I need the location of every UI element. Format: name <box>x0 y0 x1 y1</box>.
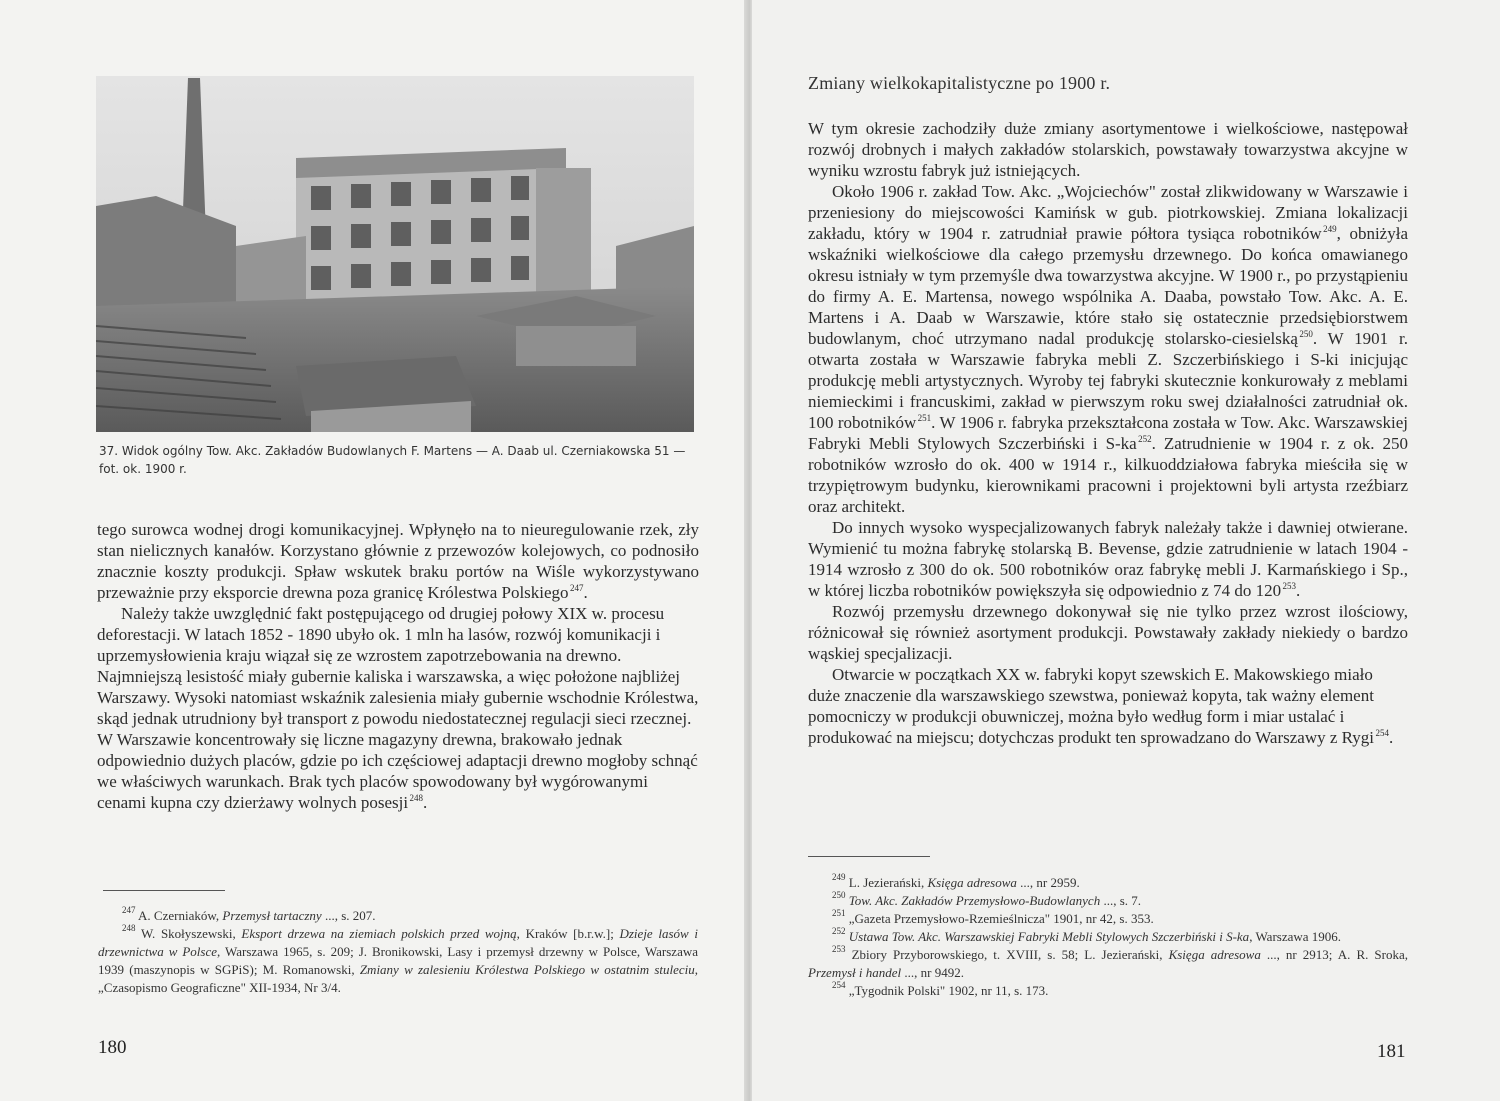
running-head: Zmiany wielkokapitalistyczne po 1900 r. <box>808 73 1111 93</box>
left-page <box>0 0 748 1101</box>
footnote-number: 248 <box>122 923 136 933</box>
footnote-number: 251 <box>832 908 846 918</box>
footnote-text: ..., s. 207. <box>321 908 376 923</box>
footnote-253 <box>808 946 1408 982</box>
paragraph-text: . Zatrudnienie w 1904 r. z ok. 250 robotników wzrosło do ok. 400 w 1914 r., kilkuoddziałowa fabryka mieściła się w trzypiętrowym budynku, kierownikami pracowni i projektowni byli artysta rzeźbiarz oraz architekt. <box>808 434 1408 516</box>
footnote-247 <box>98 907 698 925</box>
footnote-text: , Warszawa 1906. <box>1249 929 1342 944</box>
paragraph-text: . W 1901 r. otwarta została w Warszawie fabryka mebli Z. Szczerbińskiego i S-ki inicjując produkcję mebli artystycznych. Wyroby tej fabryki skutecznie konkurowały z meblami niemieckimi i francuskimi, zakład w pierwszym roku swej działalności zatrudniał ok. 100 robotników <box>808 329 1408 432</box>
footnote-ref: 251 <box>917 413 932 423</box>
footnote-250 <box>808 892 1408 910</box>
footnote-text: W. Skołyszewski, <box>140 926 242 941</box>
right-body-text <box>808 118 1408 748</box>
footnote-number: 253 <box>832 944 846 954</box>
footnote-ref: 247 <box>569 583 584 593</box>
paragraph-text: tego surowca wodnej drogi komunikacyjnej. Wpłynęło na to nieuregulowanie rzek, zły stan nielicznych kanałów. Korzystano głównie z przewozów kolejowych, co podnosiło znacznie koszty produkcji. Spław wskutek braku portów na Wiśle wykorzystywano przeważnie przy eksporcie drewna poza granicę Królestwa Polskiego <box>97 520 699 602</box>
right-paragraph-1: W tym okresie zachodziły duże zmiany asortymentowe i wielkościowe, następował rozwój drobnych i małych zakładów stolarskich, powstawały towarzystwa akcyjne w wyniku wzrostu fabryk już istniejących. <box>808 119 1408 180</box>
left-footnotes <box>98 907 698 997</box>
footnote-number: 247 <box>122 905 136 915</box>
footnote-text: ..., s. 7. <box>1100 893 1142 908</box>
photo-caption <box>99 442 709 478</box>
footnote-text: ..., nr 2913; <box>1260 947 1333 962</box>
footnote-252 <box>808 928 1408 946</box>
footnote-title: Przemysł tartaczny <box>222 908 322 923</box>
footnote-248 <box>98 925 698 997</box>
right-paragraph-4: Rozwój przemysłu drzewnego dokonywał się nie tylko przez wzrost ilościowy, różnicował się również asortyment produkcji. Powstawały zakłady niekiedy o bardzo wąskiej specjalizacji. <box>808 602 1408 663</box>
footnote-ref: 253 <box>1282 581 1296 591</box>
footnote-text: , Kraków [b.r.w.]; <box>516 926 620 941</box>
footnote-title: Ustawa Tow. Akc. Warszawskiej Fabryki Mebli Stylowych Szczerbiński i S-ka <box>848 929 1250 944</box>
right-footnotes <box>808 874 1408 1000</box>
footnote-ref: 250 <box>1299 329 1313 339</box>
paragraph-text: . W 1906 r. fabryka przekształcona została w Tow. Akc. Warszawskiej Fabryki Mebli Stylowych Szczerbiński i S-ka <box>808 413 1408 453</box>
caption-line-1: 37. Widok ogólny Tow. Akc. Zakładów Budowlanych F. Martens — A. Daab ul. Czerniakowska 51 — <box>99 444 686 458</box>
paragraph-text: Należy także uwzględnić fakt postępującego od drugiej połowy XIX w. procesu deforestacji. W latach 1852 - 1890 ubyło ok. 1 mln ha lasów, rozwój komunikacji i uprzemysłowienia kraju wiązał się ze wzrostem zapotrzebowania na drewno. Najmniejszą lesistość miały gubernie kaliska i warszawska, a więc położone najbliżej Warszawy. Wysoki natomiast wskaźnik zalesienia miały gubernie wschodnie Królestwa, skąd jednak utrudniony był transport z powodu niedostatecznej regulacji sieci rzecznej. W Warszawie koncentrowały się liczne magazyny drewna, brakowało jednak odpowiednio dużych placów, gdzie po ich częściowej adaptacji drewno mogłoby schnąć we właściwych warunkach. Brak tych placów spowodowany był wygórowanymi cenami kupna czy dzierżawy wolnych posesji <box>97 604 699 812</box>
footnote-249 <box>808 874 1408 892</box>
right-paragraph-3: Do innych wysoko wyspecjalizowanych fabryk należały także i dawniej otwierane. Wymienić tu można fabrykę stolarską B. Bevense, gdzie zatrudnienie w latach 1904 - 1914 wzrosło z 300 do ok. 500 robotników oraz fabrykę mebli J. Karmańskiego i Sp., w której liczba robotników powiększyła się odpowiednio z 74 do 120 $^{253}$. <box>808 518 1408 600</box>
footnote-text: ..., nr 2959. <box>1016 875 1080 890</box>
footnote-number: 252 <box>832 926 846 936</box>
footnote-divider <box>808 856 930 857</box>
footnote-text: ..., nr 9492. <box>901 965 964 980</box>
footnote-254 <box>808 982 1408 1000</box>
footnote-text: A. Czerniaków, <box>138 908 223 923</box>
page-number-right: 181 <box>1377 1041 1406 1062</box>
footnote-text: Zbiory Przyborowskiego, t. XVIII, s. 58; L. Jezierański, <box>851 947 1169 962</box>
footnote-ref: 254 <box>1375 728 1389 738</box>
footnote-ref: 249 <box>1323 224 1337 234</box>
footnote-ref: 248 <box>409 793 424 803</box>
paragraph-text: , obniżyła wskaźniki wielkościowe dla całego przemysłu drzewnego. Do końca omawianego okresu istniały w tym przemyśle dwa towarzystwa akcyjne. W 1900 r., po przystąpieniu do firmy A. E. Martensa, nowego wspólnika A. Daaba, powstało Tow. Akc. A. E. Martens i A. Daab w Warszawie, które stało się ostatecznie przedsiębiorstwem budowlanym, choć utrzymano nadal produkcję stolarsko-ciesielską <box>808 224 1408 348</box>
right-paragraph-5: Otwarcie w początkach XX w. fabryki kopyt szewskich E. Makowskiego miało duże znaczenie dla warszawskiego szewstwa, ponieważ kopyta, tak ważny element pomocniczy w produkcji obuwniczej, można było według form i miar ustalać i produkować na miejscu; dotychczas produkt ten sprowadzano do Warszawy z Rygi $^{254}$. <box>808 665 1394 747</box>
footnote-number: 254 <box>832 980 846 990</box>
footnote-text: „Gazeta Przemysłowo-Rzemieślnicza" 1901, nr 42, s. 353. <box>848 911 1154 926</box>
left-body-text <box>97 519 699 813</box>
paragraph-text: Otwarcie w początkach XX w. fabryki kopyt szewskich E. Makowskiego miało duże znaczenie dla warszawskiego szewstwa, ponieważ kopyta, tak ważny element pomocniczy w produkcji obuwniczej, można było według form i miar ustalać i produkować na miejscu; dotychczas produkt ten sprowadzano do Warszawy z Rygi <box>808 665 1375 747</box>
footnote-title: Tow. Akc. Zakładów Przemysłowo-Budowlanych <box>848 893 1101 908</box>
left-paragraph-2: Należy także uwzględnić fakt postępującego od drugiej połowy XIX w. procesu deforestacji. W latach 1852 - 1890 ubyło ok. 1 mln ha lasów, rozwój komunikacji i uprzemysłowienia kraju wiązał się ze wzrostem zapotrzebowania na drewno. Najmniejszą lesistość miały gubernie kaliska i warszawska, a więc położone najbliżej Warszawy. Wysoki natomiast wskaźnik zalesienia miały gubernie wschodnie Królestwa, skąd jednak utrudniony był transport z powodu niedostatecznej regulacji sieci rzecznej. W Warszawie koncentrowały się liczne magazyny drewna, brakowało jednak odpowiednio dużych placów, gdzie po ich częściowej adaptacji drewno mogłoby schnąć we właściwych warunkach. Brak tych placów spowodowany był wygórowanymi cenami kupna czy dzierżawy wolnych posesji $^{248}$. <box>97 604 699 812</box>
footnote-text: „Tygodnik Polski" 1902, nr 11, s. 173. <box>848 983 1049 998</box>
right-paragraph-2 <box>808 181 1408 517</box>
caption-line-2: fot. ok. 1900 r. <box>99 462 187 476</box>
footnote-text: , „Czasopismo Geograficzne" XII-1934, Nr 3/4. <box>98 962 698 995</box>
page-number-left: 180 <box>98 1037 127 1058</box>
footnote-title: Zmiany w zalesieniu Królestwa Polskiego w ostatnim stuleciu <box>359 962 695 977</box>
footnote-text: A. R. Sroka, <box>1337 947 1409 962</box>
footnote-text: , Warszawa 1965, s. 209; J. Bronikowski, Lasy i przemysł drzewny w Polsce, Warszawa 1939 (maszynopis w SGPiS); M. Romanowski, <box>98 944 698 977</box>
left-paragraph-1: tego surowca wodnej drogi komunikacyjnej. Wpłynęło na to nieuregulowanie rzek, zły stan nielicznych kanałów. Korzystano głównie z przewozów kolejowych, co podnosiło znacznie koszty produkcji. Spław wskutek braku portów na Wiśle wykorzystywano przeważnie przy eksporcie drewna poza granicę Królestwa Polskiego $^{247}$. <box>97 520 699 602</box>
footnote-ref: 252 <box>1138 434 1152 444</box>
factory-photograph <box>96 76 694 432</box>
footnote-number: 250 <box>832 890 846 900</box>
paragraph-text: Do innych wysoko wyspecjalizowanych fabryk należały także i dawniej otwierane. Wymienić tu można fabrykę stolarską B. Bevense, gdzie zatrudnienie w latach 1904 - 1914 wzrosło z 300 do ok. 500 robotników oraz fabrykę mebli J. Karmańskiego i Sp., w której liczba robotników powiększyła się odpowiednio z 74 do 120 <box>808 518 1408 600</box>
footnote-text: L. Jezierański, <box>848 875 928 890</box>
footnote-title: Księga adresowa <box>927 875 1017 890</box>
factory-photo-image <box>96 76 694 432</box>
footnote-title: Dzieje lasów i drzewnictwa w Polsce <box>98 926 698 959</box>
footnote-251 <box>808 910 1408 928</box>
footnote-title: Przemysł i handel <box>808 965 902 980</box>
footnote-number: 249 <box>832 872 846 882</box>
footnote-divider <box>103 890 225 891</box>
footnote-title: Eksport drzewa na ziemiach polskich przed wojną <box>241 926 517 941</box>
footnote-title: Księga adresowa <box>1168 947 1261 962</box>
paragraph-text: Około 1906 r. zakład Tow. Akc. „Wojciechów" został zlikwidowany w Warszawie i przeniesiony do miejscowości Kamińsk w gub. piotrkowskiej. Zmiana lokalizacji zakładu, który w 1904 r. zatrudniał prawie półtora tysiąca robotników <box>808 182 1408 243</box>
